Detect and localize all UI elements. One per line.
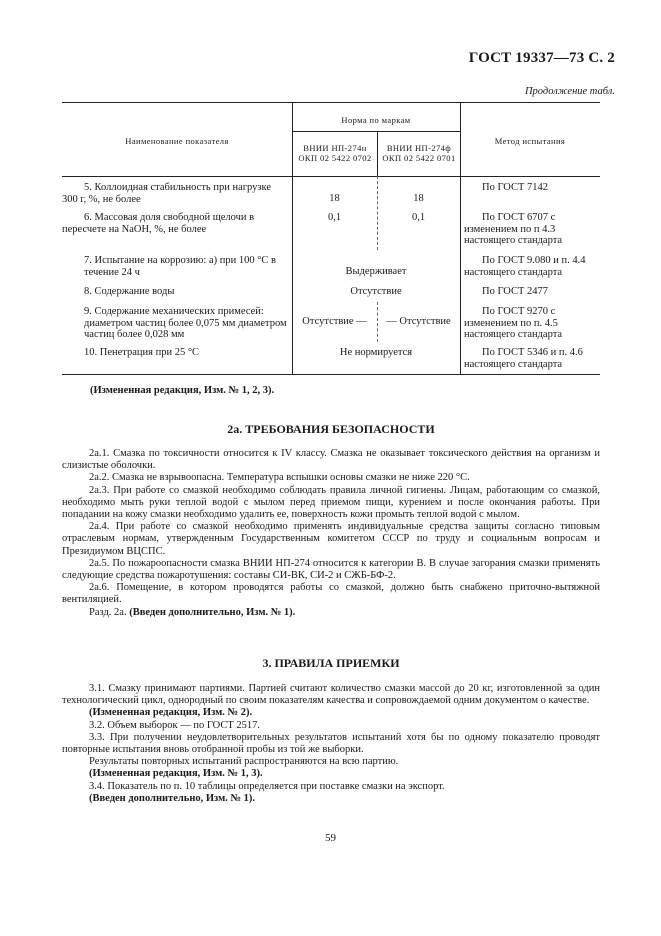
col-header-brand-b: ВНИИ НП-274ф ОКП 02 5422 0701 xyxy=(382,143,456,163)
page-number: 59 xyxy=(325,832,336,844)
row-5-name: 5. Коллоидная стабильность при нагрузке 300 г, %, не более xyxy=(62,182,272,205)
col-header-brand-a: ВНИИ НП-274н ОКП 02 5422 0702 xyxy=(298,143,372,163)
paragraph-3-4: 3.4. Показатель по п. 10 таблицы определяется при поставке смазки на экспорт. xyxy=(89,780,445,792)
paragraph-2a-6: 2а.6. Помещение, в котором проводятся работы со смазкой, должно быть снабжено приточно-вытяжной вентиляцией. xyxy=(62,582,600,606)
section-2a-note xyxy=(62,607,600,619)
section-3-title: 3. ПРАВИЛА ПРИЕМКИ xyxy=(262,656,400,670)
paragraph-3-3-note: (Измененная редакция, Изм. № 1, 3). xyxy=(89,768,263,780)
paragraph-3-2: 3.2. Объем выборок — по ГОСТ 2517. xyxy=(89,719,261,731)
row-10-name: 10. Пенетрация при 25 °С xyxy=(84,347,200,358)
table-continuation-label: Продолжение табл. xyxy=(524,86,615,97)
paragraph-3-3: 3.3. При получении неудовлетворительных результатов испытаний хотя бы по одному показателю проводят повторные испытания вновь отобранной пробы из той же выборки. xyxy=(62,731,600,756)
paragraph-3-4-note: (Введен дополнительно, Изм. № 1). xyxy=(89,792,256,804)
section-2a-note-bold: (Введен дополнительно, Изм. № 1). xyxy=(129,606,296,618)
paragraph-2a-2: 2а.2. Смазка не взрывоопасна. Температура вспышки основы смазки не ниже 220 °С. xyxy=(89,472,470,484)
row-6-name: 6. Массовая доля свободной щелочи в пересчете на NaOH, %, не более xyxy=(62,212,255,235)
norm-header-rule xyxy=(292,131,460,132)
paragraph-3-1-note: (Измененная редакция, Изм. № 2). xyxy=(89,707,253,719)
row-8-method: По ГОСТ 2477 xyxy=(482,286,549,297)
row-9-method: По ГОСТ 9270 с изменением по п. 4.5 настоящего стандарта xyxy=(464,306,563,340)
table-top-rule xyxy=(62,102,600,103)
table-col-rule-2 xyxy=(377,131,378,176)
paragraph-3-3-cont: Результаты повторных испытаний распространяются на всю партию. xyxy=(89,756,399,768)
paragraph-2a-4: 2а.4. При работе со смазкой необходимо применять индивидуальные средства защиты согласно типовым отраслевым нормам, утвержденным Государственным комитетом СССР по труду и социальным вопросам и Президиумом ВЦСПС. xyxy=(62,521,600,557)
row-7-name: 7. Испытание на коррозию: а) при 100 °С в течение 24 ч xyxy=(84,255,276,278)
row-6-brand-b: 0,1 xyxy=(411,212,426,223)
row-6-brand-a: 0,1 xyxy=(327,212,342,223)
row-10-value: Не нормируется xyxy=(339,347,413,358)
section-2a-body xyxy=(62,448,600,619)
table-header-bottom-rule xyxy=(62,176,600,177)
table-bottom-rule xyxy=(62,374,600,375)
col-header-method: Метод испытания xyxy=(494,136,566,146)
paragraph-2a-5: 2а.5. По пожароопасности смазка ВНИИ НП-274 относится к категории В. В случае загорания смазки применять следующие средства пожаротушения: составы СИ-ВК, СИ-2 и СЖБ-БФ-2. xyxy=(62,557,600,582)
paragraph-2a-1: 2а.1. Смазка по токсичности относится к IV классу. Смазка не оказывает токсического действия на организм и слизистые оболочки. xyxy=(62,448,600,472)
section-3-body xyxy=(62,683,600,805)
col-header-norm: Норма по маркам xyxy=(341,115,411,125)
row-9-brand-a: Отсутствие — xyxy=(302,316,367,327)
section-2a-title: 2а. ТРЕБОВАНИЯ БЕЗОПАСНОСТИ xyxy=(227,422,435,436)
row-10-method: По ГОСТ 5346 и п. 4.6 настоящего стандарта xyxy=(464,347,583,370)
document-header: ГОСТ 19337—73 С. 2 xyxy=(468,50,615,66)
row-8-name: 8. Содержание воды xyxy=(84,286,175,297)
row-7-value: Выдерживает xyxy=(345,266,407,277)
row-9-name: 9. Содержание механических примесей: диаметром частиц более 0,075 мм диаметром частиц более 0,028 мм xyxy=(84,306,287,340)
row-6-method: По ГОСТ 6707 с изменением по п 4.3 настоящего стандарта xyxy=(464,212,563,246)
row-8-value: Отсутствие xyxy=(350,286,402,297)
paragraph-3-1: 3.1. Смазку принимают партиями. Партией считают количество смазки массой до 20 кг, изготовленной за один технологический цикл, однородный по своим показателям качества и сопровождаемой одним документом о качестве. xyxy=(62,683,600,707)
paragraph-2a-3: 2а.3. При работе со смазкой необходимо соблюдать правила личной гигиены. Лицам, работающим со смазкой, необходимо мыть руки теплой водой с мылом перед приемом пищи, курением и после окончания работы. При попадании на кожу смазки необходимо удалить ее, поверхность кожи промыть теплой водой с мылом. xyxy=(62,484,600,521)
row-5-brand-b: 18 xyxy=(413,193,424,204)
row-9-brand-b: — Отсутствие xyxy=(386,316,451,327)
table-col-rule-1 xyxy=(292,102,293,374)
section-2a-note-lead: Разд. 2а. xyxy=(89,606,127,618)
row-5-brand-a: 18 xyxy=(329,193,340,204)
row-7-method: По ГОСТ 9.080 и п. 4.4 настоящего стандарта xyxy=(464,255,586,278)
col-header-name: Наименование показателя xyxy=(125,136,229,146)
row-5-method: По ГОСТ 7142 xyxy=(482,182,549,193)
table-amendment-note: (Измененная редакция, Изм. № 1, 2, 3). xyxy=(90,385,275,396)
